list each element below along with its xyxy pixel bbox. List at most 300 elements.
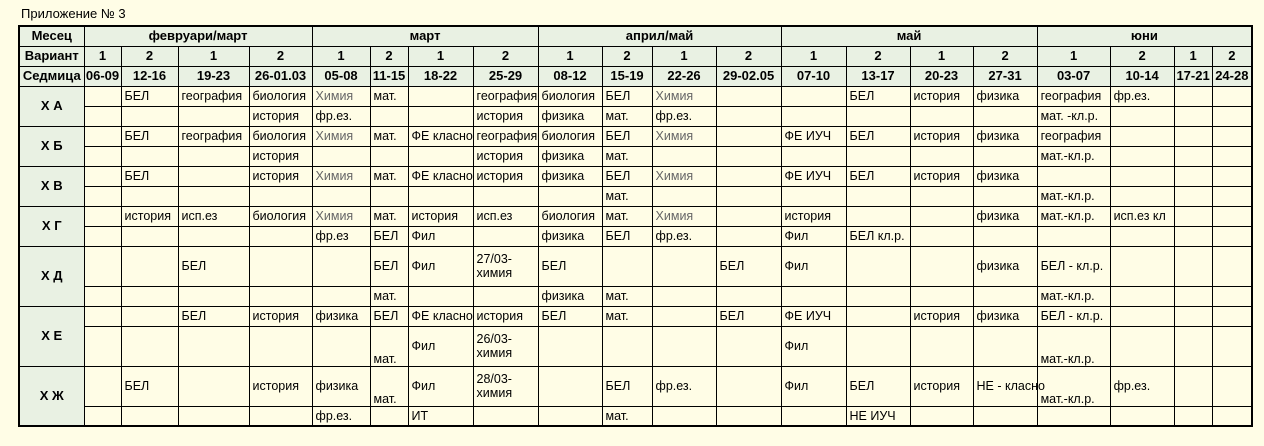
schedule-cell	[716, 86, 781, 106]
schedule-cell: Химия	[312, 86, 370, 106]
schedule-cell: физика	[973, 306, 1037, 326]
schedule-cell	[84, 226, 121, 246]
schedule-cell	[1212, 106, 1252, 126]
schedule-cell	[846, 146, 910, 166]
variant-header-cell: 2	[716, 46, 781, 66]
schedule-cell: БЕЛ	[178, 246, 249, 286]
schedule-cell	[973, 106, 1037, 126]
variant-header-cell: 2	[846, 46, 910, 66]
schedule-cell	[84, 246, 121, 286]
schedule-cell: история	[781, 206, 846, 226]
class-row	[19, 146, 1252, 166]
class-row	[19, 186, 1252, 206]
schedule-cell: БЕЛ	[370, 246, 408, 286]
schedule-cell: мат.	[602, 106, 652, 126]
schedule-cell: биология	[538, 86, 602, 106]
week-header-cell: 24-28	[1212, 66, 1252, 86]
schedule-cell: Фил	[408, 326, 473, 366]
schedule-cell	[84, 206, 121, 226]
schedule-cell: фр.ез.	[1110, 366, 1174, 406]
schedule-cell: БЕЛ	[846, 166, 910, 186]
variant-header-cell: 1	[1037, 46, 1110, 66]
schedule-cell	[1174, 166, 1212, 186]
schedule-cell: 27/03-химия	[473, 246, 538, 286]
schedule-cell	[84, 166, 121, 186]
schedule-cell	[910, 186, 973, 206]
schedule-cell	[602, 246, 652, 286]
schedule-cell	[1212, 306, 1252, 326]
week-header-cell: 22-26	[652, 66, 716, 86]
schedule-cell	[1174, 186, 1212, 206]
schedule-cell	[178, 166, 249, 186]
schedule-cell	[1212, 366, 1252, 406]
schedule-cell: БЕЛ	[370, 306, 408, 326]
schedule-cell	[652, 146, 716, 166]
schedule-cell	[910, 106, 973, 126]
schedule-cell	[1174, 126, 1212, 146]
class-name-cell: Х А	[19, 86, 84, 126]
schedule-cell	[538, 366, 602, 406]
class-name-cell: Х Ж	[19, 366, 84, 426]
schedule-cell: БЕЛ кл.р.	[846, 226, 910, 246]
class-row	[19, 106, 1252, 126]
schedule-cell	[84, 106, 121, 126]
class-row	[19, 86, 1252, 106]
week-header-cell: 19-23	[178, 66, 249, 86]
schedule-cell: 26/03-химия	[473, 326, 538, 366]
variant-header-cell: 2	[1110, 46, 1174, 66]
schedule-cell	[1212, 406, 1252, 426]
schedule-cell: НЕ ИУЧ	[846, 406, 910, 426]
schedule-cell	[846, 326, 910, 366]
schedule-cell	[312, 286, 370, 306]
schedule-cell: история	[408, 206, 473, 226]
schedule-cell: история	[249, 106, 312, 126]
schedule-cell: мат.	[602, 186, 652, 206]
schedule-cell: физика	[538, 286, 602, 306]
schedule-cell: история	[473, 106, 538, 126]
schedule-cell	[538, 406, 602, 426]
schedule-cell	[973, 326, 1037, 366]
schedule-cell	[1212, 226, 1252, 246]
schedule-cell	[910, 206, 973, 226]
schedule-cell: БЕЛ	[846, 366, 910, 406]
schedule-cell: Фил	[781, 226, 846, 246]
schedule-cell	[84, 186, 121, 206]
schedule-cell: БЕЛ	[602, 166, 652, 186]
schedule-cell	[716, 146, 781, 166]
schedule-cell: биология	[249, 86, 312, 106]
variant-header-row	[19, 46, 1252, 66]
class-row	[19, 206, 1252, 226]
schedule-cell	[370, 406, 408, 426]
schedule-cell	[910, 226, 973, 246]
schedule-cell	[1037, 166, 1110, 186]
schedule-cell	[1110, 226, 1174, 246]
schedule-cell	[652, 186, 716, 206]
schedule-cell	[84, 86, 121, 106]
variant-header-cell: 1	[1174, 46, 1212, 66]
week-header-cell: 08-12	[538, 66, 602, 86]
schedule-cell	[1110, 186, 1174, 206]
class-name-cell: Х В	[19, 166, 84, 206]
schedule-cell: БЕЛ	[846, 126, 910, 146]
schedule-cell	[121, 186, 178, 206]
schedule-cell: мат.	[602, 146, 652, 166]
week-header-cell: 12-16	[121, 66, 178, 86]
schedule-cell: мат.-кл.р.	[1037, 186, 1110, 206]
schedule-cell: БЕЛ	[716, 246, 781, 286]
schedule-cell: БЕЛ - кл.р.	[1037, 246, 1110, 286]
schedule-cell	[1110, 246, 1174, 286]
schedule-cell: мат.	[602, 206, 652, 226]
schedule-cell: исп.ез кл	[1110, 206, 1174, 226]
schedule-cell: физика	[973, 246, 1037, 286]
schedule-cell: история	[473, 306, 538, 326]
schedule-cell	[1212, 246, 1252, 286]
schedule-cell	[1212, 126, 1252, 146]
week-header-cell: 10-14	[1110, 66, 1174, 86]
schedule-cell	[910, 326, 973, 366]
schedule-cell	[1174, 366, 1212, 406]
variant-header-cell: 2	[370, 46, 408, 66]
schedule-cell	[781, 106, 846, 126]
schedule-cell	[1212, 286, 1252, 306]
schedule-cell	[973, 186, 1037, 206]
class-name-cell: Х Г	[19, 206, 84, 246]
schedule-cell	[538, 326, 602, 366]
schedule-cell: БЕЛ	[602, 366, 652, 406]
schedule-cell: физика	[538, 226, 602, 246]
schedule-cell	[249, 406, 312, 426]
schedule-cell	[1174, 206, 1212, 226]
schedule-cell: история	[249, 146, 312, 166]
schedule-cell: Фил	[408, 226, 473, 246]
schedule-cell	[910, 246, 973, 286]
class-row	[19, 406, 1252, 426]
schedule-cell	[121, 406, 178, 426]
schedule-cell: физика	[312, 366, 370, 406]
schedule-cell: БЕЛ	[846, 86, 910, 106]
schedule-cell: мат.-кл.р.	[1037, 326, 1110, 366]
class-name-cell: Х Б	[19, 126, 84, 166]
schedule-cell: география	[473, 126, 538, 146]
schedule-cell	[121, 106, 178, 126]
schedule-cell: биология	[538, 126, 602, 146]
schedule-cell	[178, 286, 249, 306]
schedule-cell: мат.-кл.р.	[1037, 206, 1110, 226]
schedule-cell	[121, 306, 178, 326]
schedule-cell	[249, 246, 312, 286]
schedule-cell: фр.ез.	[1110, 86, 1174, 106]
schedule-cell: география	[178, 86, 249, 106]
schedule-cell	[370, 146, 408, 166]
schedule-cell	[1110, 286, 1174, 306]
schedule-cell	[1174, 86, 1212, 106]
schedule-cell	[1212, 86, 1252, 106]
schedule-cell	[781, 146, 846, 166]
schedule-cell	[121, 146, 178, 166]
schedule-cell: мат.	[370, 166, 408, 186]
schedule-cell	[1110, 406, 1174, 426]
class-row	[19, 126, 1252, 146]
schedule-cell	[178, 366, 249, 406]
schedule-cell	[602, 326, 652, 366]
schedule-cell: БЕЛ	[602, 86, 652, 106]
schedule-cell: мат.	[602, 406, 652, 426]
schedule-cell	[121, 226, 178, 246]
week-header-cell: 27-31	[973, 66, 1037, 86]
schedule-cell: мат.	[370, 206, 408, 226]
schedule-cell: Химия	[312, 206, 370, 226]
week-header-cell: 17-21	[1174, 66, 1212, 86]
schedule-cell: БЕЛ	[370, 226, 408, 246]
variant-header-cell: 1	[84, 46, 121, 66]
schedule-cell	[473, 406, 538, 426]
schedule-cell	[1037, 226, 1110, 246]
schedule-cell	[473, 226, 538, 246]
schedule-cell	[781, 406, 846, 426]
schedule-cell	[716, 406, 781, 426]
schedule-cell: история	[910, 126, 973, 146]
variant-header-cell: 2	[121, 46, 178, 66]
schedule-cell: БЕЛ	[178, 306, 249, 326]
schedule-cell	[1212, 326, 1252, 366]
schedule-cell: исп.ез	[178, 206, 249, 226]
schedule-cell	[1110, 146, 1174, 166]
week-header-cell: 13-17	[846, 66, 910, 86]
schedule-cell: Химия	[312, 126, 370, 146]
schedule-cell	[249, 326, 312, 366]
schedule-cell	[408, 186, 473, 206]
class-row	[19, 366, 1252, 406]
schedule-cell: физика	[538, 106, 602, 126]
schedule-cell	[178, 226, 249, 246]
week-header-cell: 03-07	[1037, 66, 1110, 86]
class-row	[19, 246, 1252, 286]
schedule-cell	[1174, 306, 1212, 326]
schedule-cell	[781, 286, 846, 306]
schedule-cell	[178, 146, 249, 166]
schedule-cell: география	[1037, 86, 1110, 106]
schedule-cell	[973, 406, 1037, 426]
schedule-cell	[408, 106, 473, 126]
schedule-cell	[249, 226, 312, 246]
schedule-cell: история	[910, 366, 973, 406]
schedule-cell: БЕЛ	[121, 166, 178, 186]
schedule-cell: фр.ез.	[652, 106, 716, 126]
schedule-cell: БЕЛ	[602, 226, 652, 246]
schedule-cell: 28/03-химия	[473, 366, 538, 406]
schedule-cell	[716, 126, 781, 146]
schedule-cell	[473, 186, 538, 206]
class-row	[19, 226, 1252, 246]
schedule-cell: Химия	[652, 86, 716, 106]
schedule-cell: БЕЛ	[121, 366, 178, 406]
schedule-cell	[1174, 406, 1212, 426]
schedule-cell	[1174, 246, 1212, 286]
variant-label: Вариант	[19, 46, 84, 66]
schedule-cell: Химия	[652, 166, 716, 186]
schedule-cell	[1174, 146, 1212, 166]
schedule-cell: БЕЛ	[538, 246, 602, 286]
schedule-cell	[121, 326, 178, 366]
schedule-cell: мат.-кл.р.	[1037, 286, 1110, 306]
schedule-cell	[1037, 406, 1110, 426]
class-name-cell: Х Е	[19, 306, 84, 366]
week-label: Седмица	[19, 66, 84, 86]
schedule-cell: Фил	[408, 366, 473, 406]
schedule-cell: мат.	[602, 306, 652, 326]
variant-header-cell: 2	[973, 46, 1037, 66]
schedule-cell: ФЕ ИУЧ	[781, 126, 846, 146]
schedule-cell: фр.ез.	[312, 106, 370, 126]
schedule-table	[18, 25, 1253, 427]
week-header-cell: 07-10	[781, 66, 846, 86]
schedule-cell	[1110, 166, 1174, 186]
schedule-cell	[1110, 126, 1174, 146]
schedule-cell: ФЕ ИУЧ	[781, 306, 846, 326]
schedule-cell	[312, 146, 370, 166]
month-header-row	[19, 26, 1252, 46]
schedule-cell	[973, 286, 1037, 306]
schedule-cell: Фил	[781, 326, 846, 366]
schedule-cell	[178, 186, 249, 206]
class-row	[19, 306, 1252, 326]
schedule-cell	[716, 366, 781, 406]
schedule-cell	[312, 246, 370, 286]
schedule-cell: ФЕ ИУЧ	[781, 166, 846, 186]
month-header-cell: май	[781, 26, 1037, 46]
schedule-cell: Химия	[652, 126, 716, 146]
schedule-cell: физика	[973, 126, 1037, 146]
schedule-cell	[846, 306, 910, 326]
schedule-cell: Фил	[408, 246, 473, 286]
schedule-cell	[312, 186, 370, 206]
schedule-cell: БЕЛ	[121, 126, 178, 146]
class-row	[19, 286, 1252, 306]
schedule-cell	[408, 86, 473, 106]
schedule-cell: мат.	[370, 326, 408, 366]
schedule-cell: мат.-кл.р.	[1037, 366, 1110, 406]
month-header-cell: юни	[1037, 26, 1252, 46]
schedule-cell: история	[910, 306, 973, 326]
variant-header-cell: 2	[249, 46, 312, 66]
schedule-cell	[1110, 306, 1174, 326]
schedule-cell	[846, 106, 910, 126]
variant-header-cell: 1	[538, 46, 602, 66]
class-name-cell: Х Д	[19, 246, 84, 306]
schedule-cell	[121, 246, 178, 286]
schedule-cell	[910, 286, 973, 306]
schedule-cell	[1212, 146, 1252, 166]
schedule-cell	[652, 326, 716, 366]
schedule-cell	[1174, 226, 1212, 246]
variant-header-cell: 2	[473, 46, 538, 66]
schedule-cell: фр.ез.	[652, 226, 716, 246]
schedule-cell	[716, 206, 781, 226]
schedule-cell: ФЕ класно	[408, 166, 473, 186]
schedule-cell	[178, 106, 249, 126]
schedule-cell: физика	[973, 166, 1037, 186]
schedule-cell	[178, 326, 249, 366]
week-header-cell: 05-08	[312, 66, 370, 86]
schedule-cell	[178, 406, 249, 426]
schedule-cell: фр.ез.	[652, 366, 716, 406]
schedule-cell	[1110, 106, 1174, 126]
schedule-cell	[652, 406, 716, 426]
schedule-cell: исп.ез	[473, 206, 538, 226]
schedule-cell: БЕЛ	[538, 306, 602, 326]
schedule-cell: мат.	[370, 366, 408, 406]
schedule-cell: мат.	[602, 286, 652, 306]
schedule-cell: мат. -кл.р.	[1037, 106, 1110, 126]
week-header-cell: 18-22	[408, 66, 473, 86]
variant-header-cell: 1	[652, 46, 716, 66]
schedule-cell: ФЕ класно	[408, 306, 473, 326]
month-header-cell: февруари/март	[84, 26, 312, 46]
variant-header-cell: 1	[910, 46, 973, 66]
schedule-cell: история	[249, 306, 312, 326]
variant-header-cell: 2	[602, 46, 652, 66]
schedule-cell: биология	[538, 206, 602, 226]
schedule-cell	[84, 406, 121, 426]
schedule-cell: история	[473, 146, 538, 166]
schedule-cell	[716, 286, 781, 306]
schedule-cell: фр.ез	[312, 226, 370, 246]
schedule-cell: Химия	[652, 206, 716, 226]
schedule-cell	[846, 206, 910, 226]
schedule-cell: география	[473, 86, 538, 106]
schedule-cell	[84, 326, 121, 366]
week-header-cell: 11-15	[370, 66, 408, 86]
week-header-cell: 15-19	[602, 66, 652, 86]
schedule-cell	[473, 286, 538, 306]
schedule-cell	[716, 326, 781, 366]
schedule-cell: история	[249, 166, 312, 186]
schedule-cell	[249, 186, 312, 206]
schedule-cell	[846, 186, 910, 206]
schedule-cell	[716, 106, 781, 126]
week-header-cell: 06-09	[84, 66, 121, 86]
schedule-cell	[652, 286, 716, 306]
schedule-cell	[1212, 186, 1252, 206]
schedule-cell	[910, 406, 973, 426]
schedule-cell	[1174, 106, 1212, 126]
schedule-cell	[652, 306, 716, 326]
schedule-cell: история	[121, 206, 178, 226]
class-row	[19, 326, 1252, 366]
schedule-cell: Фил	[781, 246, 846, 286]
schedule-cell	[84, 366, 121, 406]
week-header-cell: 25-29	[473, 66, 538, 86]
schedule-cell: БЕЛ	[602, 126, 652, 146]
variant-header-cell: 1	[178, 46, 249, 66]
schedule-cell: фр.ез.	[312, 406, 370, 426]
schedule-cell: география	[1037, 126, 1110, 146]
month-header-cell: март	[312, 26, 538, 46]
week-header-cell: 29-02.05	[716, 66, 781, 86]
schedule-cell: физика	[538, 146, 602, 166]
schedule-cell	[652, 246, 716, 286]
schedule-cell	[370, 106, 408, 126]
schedule-cell	[84, 306, 121, 326]
variant-header-cell: 1	[312, 46, 370, 66]
schedule-cell: Фил	[781, 366, 846, 406]
schedule-cell	[846, 286, 910, 306]
schedule-cell: НЕ - класно	[973, 366, 1037, 406]
schedule-cell	[538, 186, 602, 206]
